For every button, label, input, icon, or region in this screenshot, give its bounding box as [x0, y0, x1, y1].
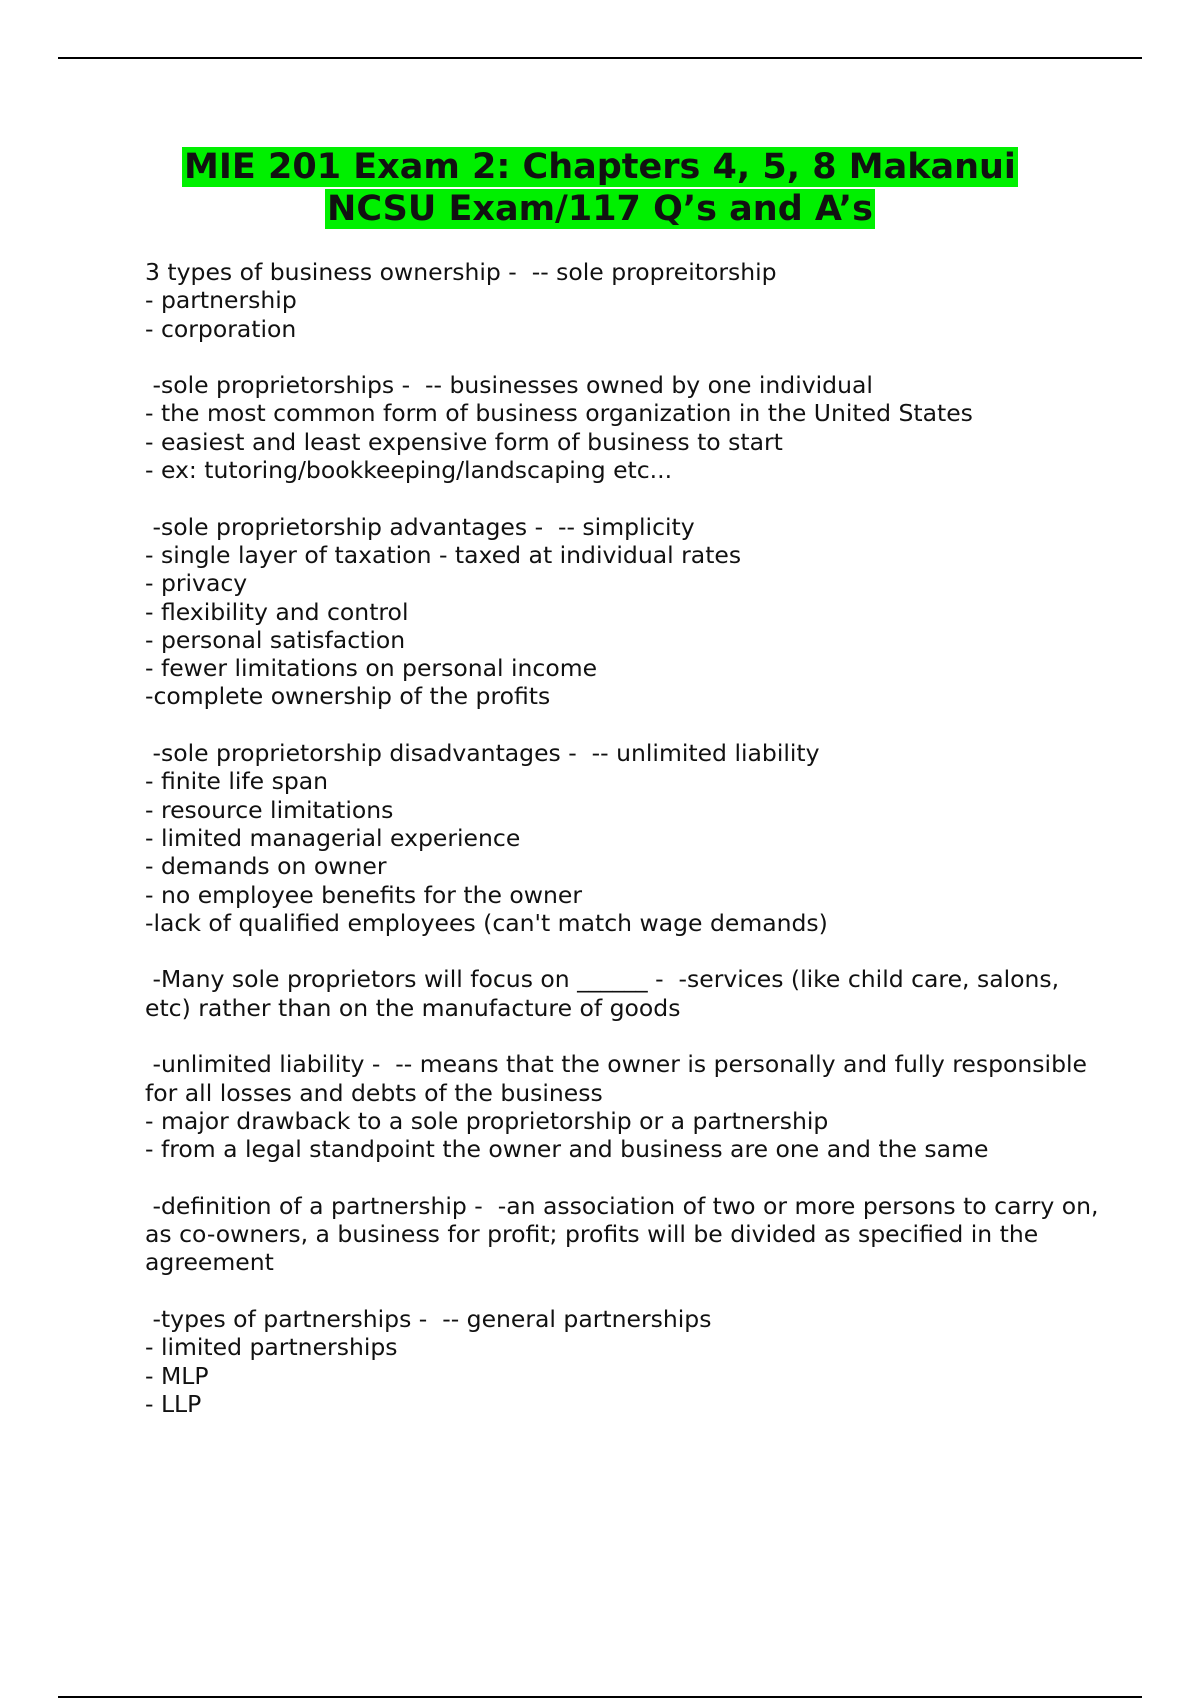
- qa-line: - MLP: [145, 1361, 209, 1390]
- qa-line: -sole proprietorship advantages - -- simplicity: [145, 512, 695, 541]
- qa-line: - the most common form of business organization in the United States: [145, 399, 973, 428]
- qa-block: [145, 739, 1105, 937]
- top-rule: [58, 57, 1142, 59]
- title-line-2: NCSU Exam/117 Q’s and A’s: [327, 189, 873, 229]
- qa-line: - easiest and least expensive form of business to start: [145, 427, 783, 456]
- qa-line: - flexibility and control: [145, 597, 409, 626]
- qa-block: [145, 1192, 1105, 1277]
- qa-line: - finite life span: [145, 767, 329, 796]
- qa-line: - limited partnerships: [145, 1333, 398, 1362]
- qa-line: - no employee benefits for the owner: [145, 880, 583, 909]
- qa-line: - personal satisfaction: [145, 625, 406, 654]
- qa-line: - corporation: [145, 314, 297, 343]
- qa-line: - demands on owner: [145, 852, 387, 881]
- qa-line: -sole proprietorship disadvantages - -- unlimited liability: [145, 739, 820, 768]
- qa-line: - LLP: [145, 1389, 202, 1418]
- qa-block: [145, 258, 1105, 343]
- qa-line: -Many sole proprietors will focus on ______ - -services (like child care, salons, etc) rather than on the manufacture of goods: [145, 965, 1067, 1022]
- document-body: [145, 258, 1105, 1446]
- title-line-1: MIE 201 Exam 2: Chapters 4, 5, 8 Makanui: [184, 147, 1016, 187]
- qa-line: -sole proprietorships - -- businesses owned by one individual: [145, 371, 873, 400]
- qa-line: - from a legal standpoint the owner and business are one and the same: [145, 1135, 989, 1164]
- qa-line: 3 types of business ownership - -- sole propreitorship: [145, 258, 777, 286]
- qa-line: - limited managerial experience: [145, 823, 521, 852]
- qa-line: -lack of qualified employees (can't match wage demands): [145, 908, 828, 937]
- qa-line: -definition of a partnership - -an association of two or more persons to carry on, as co-owners, a business for profit; profits will be divided as specified in the agreement: [145, 1191, 1106, 1277]
- qa-block: [145, 1305, 1105, 1418]
- bottom-rule: [58, 1696, 1142, 1698]
- qa-line: -types of partnerships - -- general partnerships: [145, 1304, 712, 1333]
- qa-block: [145, 371, 1105, 484]
- qa-line: -complete ownership of the profits: [145, 682, 551, 711]
- qa-line: - resource limitations: [145, 795, 394, 824]
- qa-line: - single layer of taxation - taxed at individual rates: [145, 540, 742, 569]
- qa-block: [145, 1050, 1105, 1163]
- qa-line: - ex: tutoring/bookkeeping/landscaping etc...: [145, 456, 673, 485]
- qa-line: - fewer limitations on personal income: [145, 654, 598, 683]
- qa-line: - privacy: [145, 569, 248, 598]
- qa-block: [145, 513, 1105, 711]
- qa-line: - major drawback to a sole proprietorship or a partnership: [145, 1106, 829, 1135]
- qa-line: - partnership: [145, 286, 297, 315]
- document-title: [0, 146, 1200, 230]
- qa-block: [145, 965, 1105, 1022]
- qa-line: -unlimited liability - -- means that the owner is personally and fully responsible for all losses and debts of the business: [145, 1050, 1095, 1107]
